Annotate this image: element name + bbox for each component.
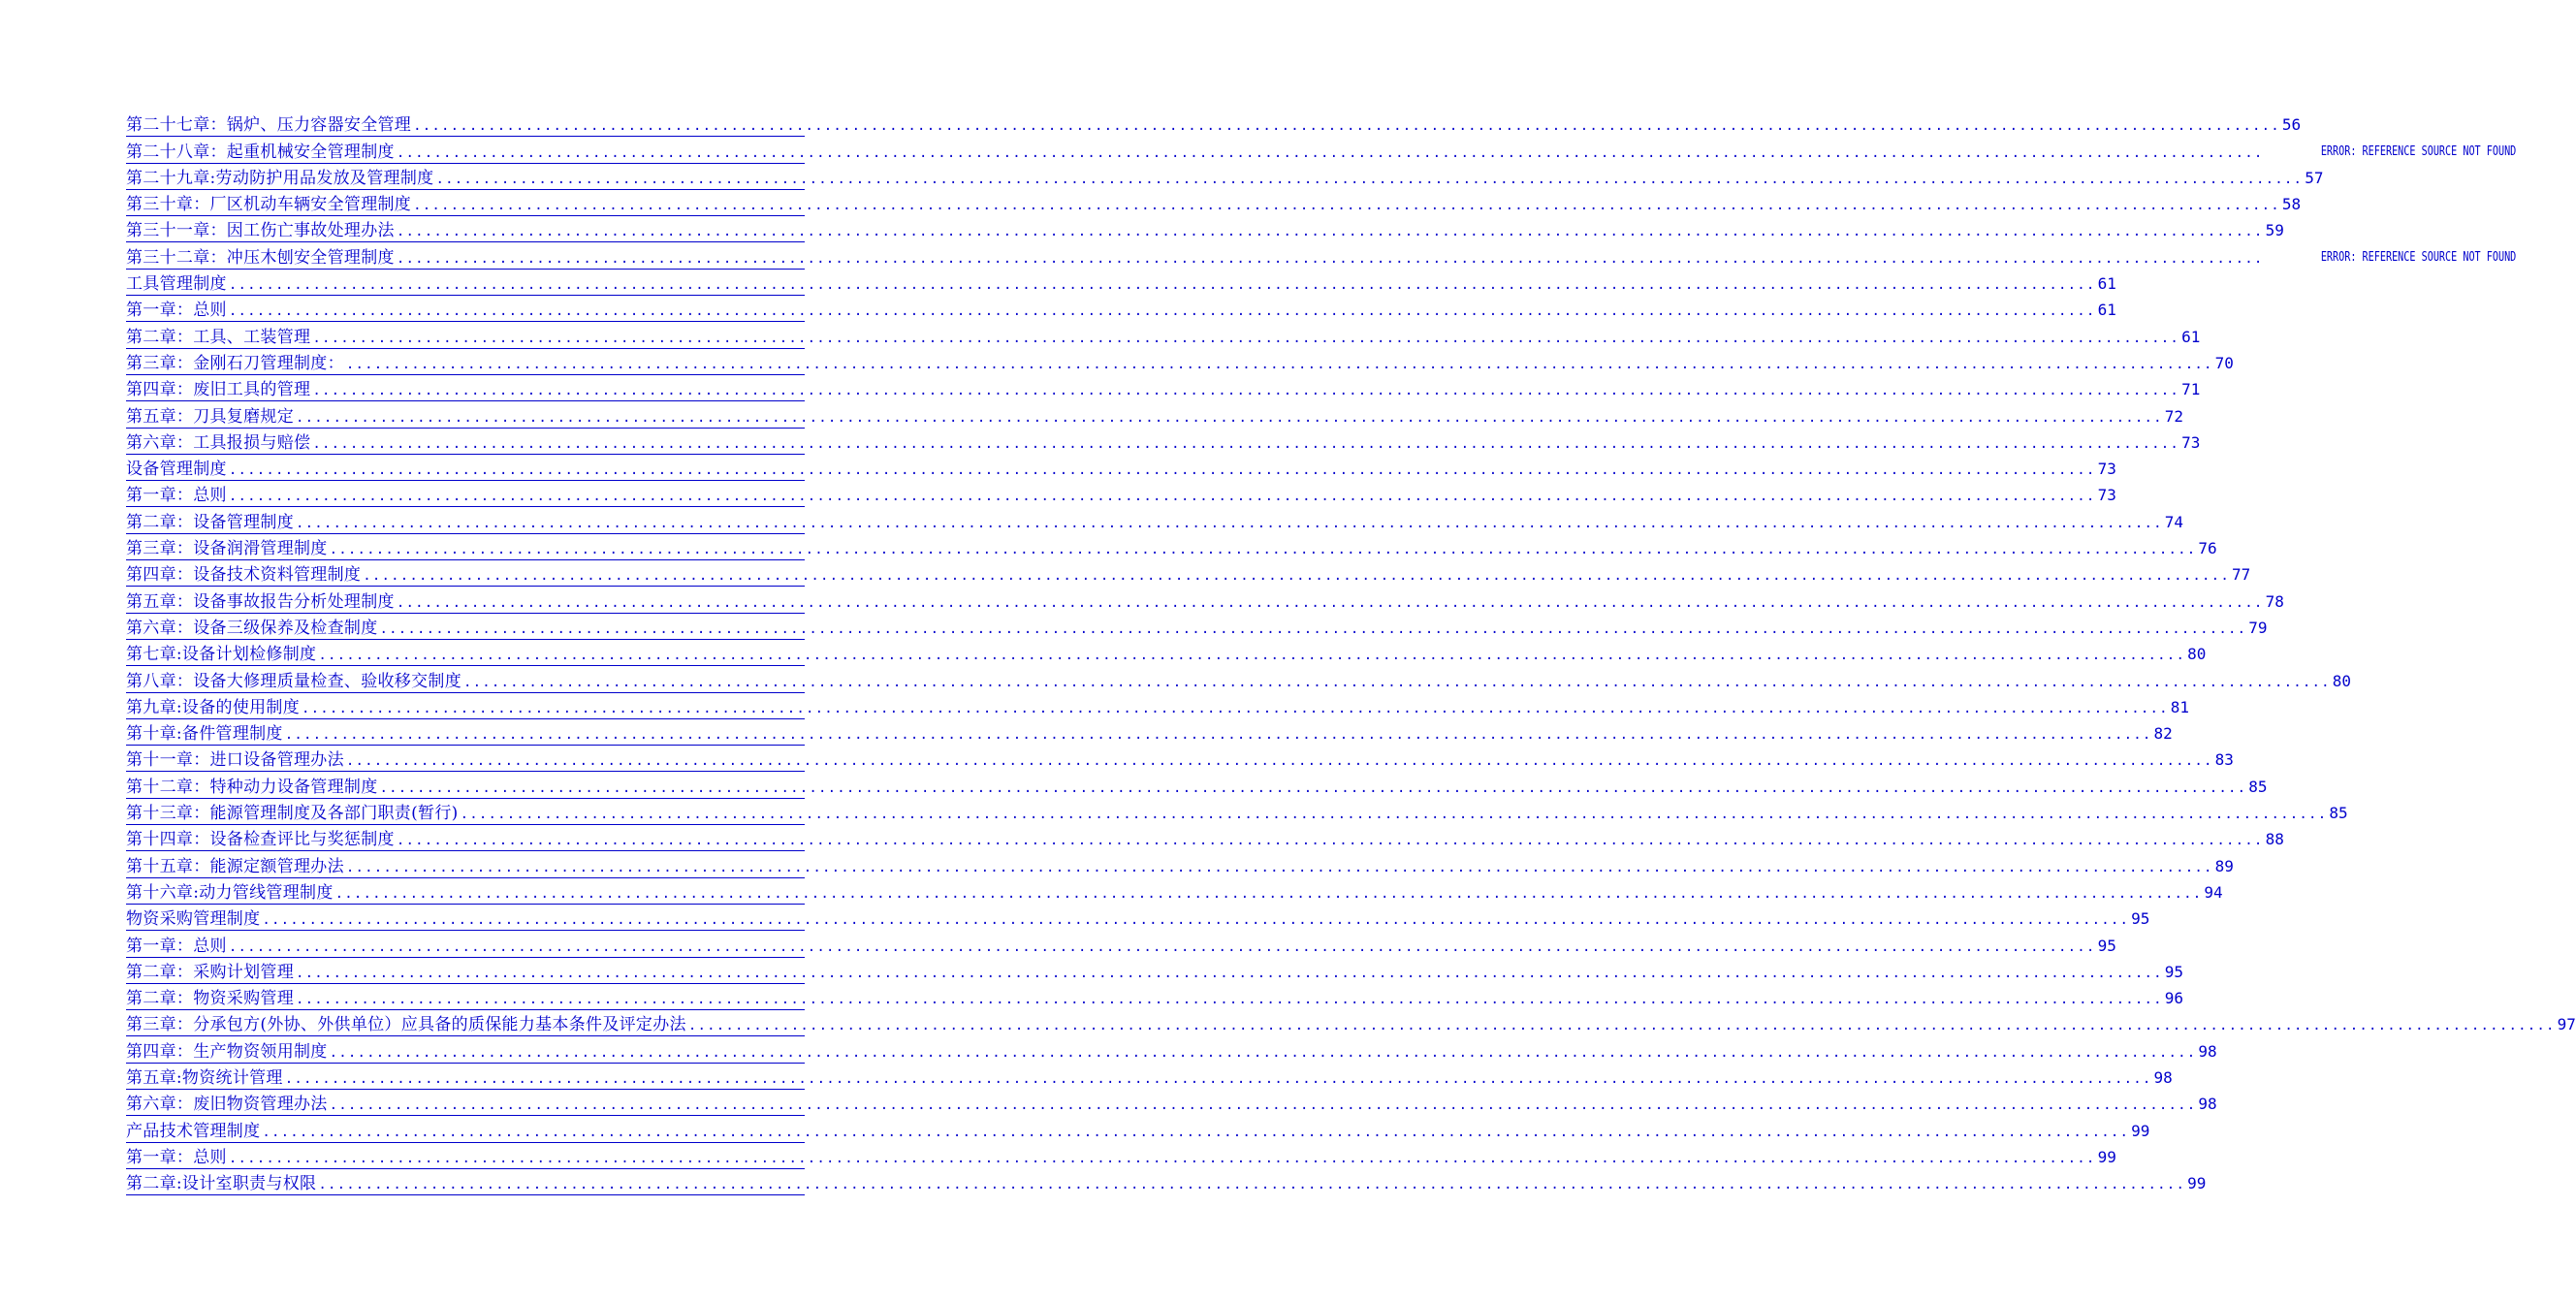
- toc-dot-leader: ........................................................................................................................................................................................................: [396, 594, 2264, 611]
- toc-entry-title: 第十章:备件管理制度: [126, 724, 283, 745]
- toc-dot-leader: ........................................................................................................................................................................................................: [284, 1070, 2152, 1087]
- toc-dot-leader: ........................................................................................................................................................................................................: [296, 992, 2163, 1008]
- toc-entry-title: 第十六章:动力管线管理制度: [126, 882, 334, 903]
- toc-entry-page-number: 73: [2097, 486, 2116, 505]
- toc-entry-title: 第二十九章:劳动防护用品发放及管理制度: [126, 168, 434, 188]
- toc-entry-link[interactable]: [126, 719, 2173, 746]
- toc-entry-title: 工具管理制度: [126, 274, 227, 295]
- toc-entry-title: 第二十八章：起重机械安全管理制度: [126, 142, 395, 162]
- toc-dot-leader: ........................................................................................................................................................................................................: [312, 383, 2180, 399]
- toc-entry-title: 第二章：采购计划管理: [126, 962, 294, 982]
- toc-entry-title: 第五章：刀具复磨规定: [126, 406, 294, 427]
- toc-dot-leader: ........................................................................................................................................................................................................: [262, 912, 2130, 929]
- toc-entry-link[interactable]: [126, 931, 2116, 957]
- toc-entry-link[interactable]: [126, 1090, 2217, 1116]
- toc-entry-link[interactable]: [126, 296, 2116, 322]
- toc-entry-page-number: 97: [2557, 1015, 2576, 1034]
- toc-entry-title: 第一章：总则: [126, 936, 227, 956]
- toc-dot-leader: ........................................................................................................................................................................................................: [329, 1097, 2197, 1114]
- toc-entry-link[interactable]: [126, 851, 2234, 877]
- toc-entry-page-number: 88: [2265, 830, 2284, 849]
- toc-entry-link[interactable]: [126, 507, 2184, 533]
- toc-dot-leader: ........................................................................................................................................................................................................: [228, 462, 2096, 479]
- toc-entry-link[interactable]: [126, 375, 2201, 401]
- toc-entry-page-number: 83: [2214, 750, 2234, 770]
- toc-entry-title: 第八章：设备大修理质量检查、验收移交制度: [126, 671, 461, 691]
- toc-entry-title: 第三章：分承包方(外协、外供单位）应具备的质保能力基本条件及评定办法: [126, 1015, 686, 1035]
- toc-entry-title: 第三十二章：冲压木刨安全管理制度: [126, 247, 395, 268]
- toc-entry-link[interactable]: [126, 429, 2201, 455]
- toc-entry-page-number: 61: [2097, 301, 2116, 320]
- toc-entry-link[interactable]: [126, 958, 2184, 984]
- toc-dot-leader: ........................................................................................................................................................................................................: [345, 859, 2213, 875]
- toc-dot-leader: ........................................................................................................................................................................................................: [413, 198, 2280, 214]
- toc-dot-leader: ........................................................................................................................................................................................................: [312, 330, 2180, 346]
- toc-entry-title: 第二章：物资采购管理: [126, 989, 294, 1009]
- toc-entry-link[interactable]: [126, 560, 2251, 587]
- toc-entry-link[interactable]: [126, 587, 2284, 613]
- toc-dot-leader: ........................................................................................................................................................................................................: [396, 224, 2264, 240]
- toc-dot-leader: ........................................................................................................................................................................................................: [329, 542, 2197, 558]
- toc-entry-title: 第十四章：设备检查评比与奖惩制度: [126, 830, 395, 850]
- toc-entry-page-number: 98: [2198, 1041, 2217, 1061]
- toc-dot-leader: ........................................................................................................................................................................................................: [228, 277, 2096, 294]
- toc-entry-page-number: 58: [2281, 195, 2302, 214]
- toc-entry-page-number: 76: [2198, 539, 2217, 558]
- toc-dot-leader: ........................................................................................................................................................................................................: [463, 674, 2331, 690]
- toc-dot-leader: ........................................................................................................................................................................................................: [228, 303, 2096, 320]
- toc-entry-title: 设备管理制度: [126, 460, 227, 480]
- toc-entry-link[interactable]: [126, 164, 2324, 190]
- toc-entry-link[interactable]: [126, 1169, 2207, 1195]
- toc-dot-leader: ........................................................................................................................................................................................................: [318, 1177, 2186, 1193]
- toc-entry-title: 第十一章：进口设备管理办法: [126, 750, 344, 771]
- toc-entry-page-number: 99: [2131, 1121, 2150, 1140]
- toc-entry-page-number: 57: [2305, 168, 2324, 187]
- toc-entry-link[interactable]: [126, 1143, 2116, 1169]
- toc-entry-title: 第三章：金刚石刀管理制度：: [126, 353, 344, 373]
- toc-entry-page-number: 80: [2332, 671, 2352, 690]
- toc-entry-page-number: 85: [2329, 804, 2348, 823]
- toc-entry-title: 第十三章：能源管理制度及各部门职责(暂行): [126, 804, 459, 824]
- toc-entry-link[interactable]: [126, 1064, 2173, 1090]
- toc-entry-link[interactable]: [126, 1116, 2150, 1142]
- toc-entry-title: 第五章:物资统计管理: [126, 1067, 283, 1088]
- toc-dot-leader: ........................................................................................................................................................................................................: [687, 1018, 2556, 1034]
- toc-entry-link[interactable]: [126, 693, 2190, 719]
- toc-entry-link[interactable]: [126, 216, 2284, 242]
- toc-entry-link[interactable]: [126, 984, 2184, 1010]
- toc-entry-link[interactable]: [126, 401, 2184, 428]
- toc-entry-title: 第一章：总则: [126, 301, 227, 321]
- toc-entry-title: 第二章:设计室职责与权限: [126, 1174, 317, 1194]
- toc-dot-leader: ........................................................................................................................................................................................................: [379, 779, 2247, 796]
- toc-entry-title: 第二章：工具、工装管理: [126, 327, 311, 347]
- toc-dot-leader: ........................................................................................................................................................................................................: [228, 938, 2096, 955]
- toc-entry-link[interactable]: [126, 349, 2234, 375]
- toc-entry-page-number: 80: [2187, 645, 2207, 664]
- toc-entry-link[interactable]: [126, 242, 2516, 269]
- toc-entry-link[interactable]: [126, 746, 2234, 772]
- toc-dot-leader: ........................................................................................................................................................................................................: [228, 1150, 2096, 1166]
- toc-dot-leader: ........................................................................................................................................................................................................: [345, 356, 2213, 372]
- toc-entry-page-number: 98: [2153, 1067, 2173, 1087]
- toc-entry-page-number: 82: [2153, 724, 2173, 744]
- toc-entry-title: 第七章:设备计划检修制度: [126, 645, 317, 665]
- toc-entry-page-number: 95: [2131, 909, 2150, 929]
- toc-dot-leader: ........................................................................................................................................................................................................: [318, 648, 2186, 664]
- toc-entry-page-number: 79: [2248, 618, 2268, 637]
- toc-dot-leader: ........................................................................................................................................................................................................: [413, 118, 2280, 135]
- toc-entry-title: 第六章：工具报损与赔偿: [126, 432, 311, 453]
- toc-dot-leader: ........................................................................................................................................................................................................: [312, 435, 2180, 452]
- toc-entry-page-number: 78: [2265, 591, 2284, 611]
- toc-entry-title: 第十五章：能源定额管理办法: [126, 856, 344, 876]
- toc-entry-page-number: 81: [2170, 697, 2190, 716]
- toc-entry-link[interactable]: [126, 534, 2217, 560]
- toc-entry-title: 第六章：设备三级保养及检查制度: [126, 618, 378, 638]
- toc-entry-link[interactable]: [126, 111, 2302, 137]
- toc-entry-page-number: ERROR: REFERENCE SOURCE NOT FOUND: [2320, 249, 2516, 265]
- toc-entry-link[interactable]: [126, 137, 2516, 163]
- toc-dot-leader: ........................................................................................................................................................................................................: [284, 727, 2152, 744]
- toc-entry-title: 第四章：废旧工具的管理: [126, 380, 311, 400]
- toc-entry-page-number: 74: [2164, 512, 2184, 531]
- toc-entry-title: 第四章：设备技术资料管理制度: [126, 565, 362, 586]
- toc-entry-title: 第二十七章：锅炉、压力容器安全管理: [126, 115, 412, 136]
- toc-entry-page-number: 85: [2248, 777, 2268, 796]
- toc-entry-page-number: 89: [2214, 856, 2234, 875]
- toc-entry-page-number: 73: [2097, 460, 2116, 479]
- toc-entry-title: 物资采购管理制度: [126, 909, 261, 930]
- toc-dot-leader: ........................................................................................................................................................................................................: [345, 753, 2213, 770]
- toc-dot-leader: ........................................................................................................................................................................................................: [329, 1044, 2197, 1061]
- toc-entry-link[interactable]: [126, 614, 2268, 640]
- toc-dot-leader: ........................................................................................................................................................................................................: [396, 250, 2264, 267]
- toc-entry-title: 第九章:设备的使用制度: [126, 697, 301, 717]
- toc-entry-page-number: 59: [2265, 221, 2284, 240]
- toc-entry-title: 第十二章：特种动力设备管理制度: [126, 777, 378, 797]
- toc-entry-title: 第六章：废旧物资管理办法: [126, 1095, 328, 1115]
- toc-entry-page-number: 94: [2204, 882, 2223, 902]
- toc-dot-leader: ........................................................................................................................................................................................................: [296, 409, 2163, 426]
- toc-dot-leader: ........................................................................................................................................................................................................: [334, 885, 2203, 902]
- toc-entry-page-number: 61: [2181, 327, 2201, 346]
- toc-entry-link[interactable]: [126, 270, 2116, 296]
- toc-entry-page-number: 70: [2214, 353, 2234, 372]
- toc-entry-link[interactable]: [126, 640, 2207, 666]
- toc-entry-link[interactable]: [126, 905, 2150, 931]
- toc-entry-page-number: 98: [2198, 1095, 2217, 1114]
- toc-entry-link[interactable]: [126, 825, 2284, 851]
- toc-entry-page-number: 61: [2097, 274, 2116, 294]
- toc-entry-link[interactable]: [126, 1036, 2217, 1063]
- toc-dot-leader: ........................................................................................................................................................................................................: [262, 1124, 2130, 1140]
- toc-entry-title: 产品技术管理制度: [126, 1121, 261, 1141]
- toc-dot-leader: ........................................................................................................................................................................................................: [435, 171, 2304, 187]
- toc-entry-link[interactable]: [126, 772, 2268, 798]
- toc-entry-link[interactable]: [126, 878, 2223, 905]
- toc-entry-title: 第五章：设备事故报告分析处理制度: [126, 591, 395, 612]
- toc-entry-page-number: 73: [2181, 432, 2201, 452]
- toc-dot-leader: ........................................................................................................................................................................................................: [396, 144, 2264, 161]
- toc-entry-page-number: 77: [2231, 565, 2251, 585]
- toc-dot-leader: ........................................................................................................................................................................................................: [460, 807, 2328, 823]
- toc-dot-leader: ........................................................................................................................................................................................................: [296, 965, 2163, 981]
- toc-entry-page-number: 71: [2181, 380, 2201, 399]
- toc-entry-page-number: 95: [2097, 936, 2116, 955]
- toc-entry-link[interactable]: [126, 799, 2348, 825]
- toc-entry-page-number: 95: [2164, 962, 2184, 981]
- toc-dot-leader: ........................................................................................................................................................................................................: [296, 515, 2163, 531]
- toc-entry-link[interactable]: [126, 322, 2201, 348]
- toc-entry-title: 第一章：总则: [126, 1147, 227, 1167]
- toc-entry-link[interactable]: [126, 455, 2116, 481]
- toc-entry-page-number: 99: [2187, 1174, 2207, 1193]
- toc-dot-leader: ........................................................................................................................................................................................................: [396, 833, 2264, 849]
- table-of-contents: [126, 111, 2576, 1195]
- toc-entry-page-number: ERROR: REFERENCE SOURCE NOT FOUND: [2320, 143, 2516, 159]
- toc-entry-page-number: 96: [2164, 989, 2184, 1008]
- toc-dot-leader: ........................................................................................................................................................................................................: [228, 489, 2096, 505]
- toc-entry-link[interactable]: [126, 190, 2302, 216]
- toc-dot-leader: ........................................................................................................................................................................................................: [363, 568, 2230, 585]
- toc-dot-leader: ........................................................................................................................................................................................................: [379, 620, 2247, 637]
- toc-entry-page-number: 99: [2097, 1147, 2116, 1166]
- toc-entry-title: 第三十一章：因工伤亡事故处理办法: [126, 221, 395, 241]
- toc-entry-link[interactable]: [126, 481, 2116, 507]
- toc-dot-leader: ........................................................................................................................................................................................................: [302, 700, 2169, 716]
- toc-entry-title: 第二章：设备管理制度: [126, 512, 294, 532]
- toc-entry-link[interactable]: [126, 666, 2352, 692]
- toc-entry-link[interactable]: [126, 1010, 2576, 1036]
- toc-entry-title: 第一章：总则: [126, 486, 227, 506]
- toc-entry-title: 第三章：设备润滑管理制度: [126, 539, 328, 559]
- toc-entry-title: 第三十章：厂区机动车辆安全管理制度: [126, 195, 412, 215]
- toc-entry-page-number: 72: [2164, 406, 2184, 426]
- toc-entry-title: 第四章：生产物资领用制度: [126, 1041, 328, 1062]
- toc-entry-page-number: 56: [2281, 115, 2302, 135]
